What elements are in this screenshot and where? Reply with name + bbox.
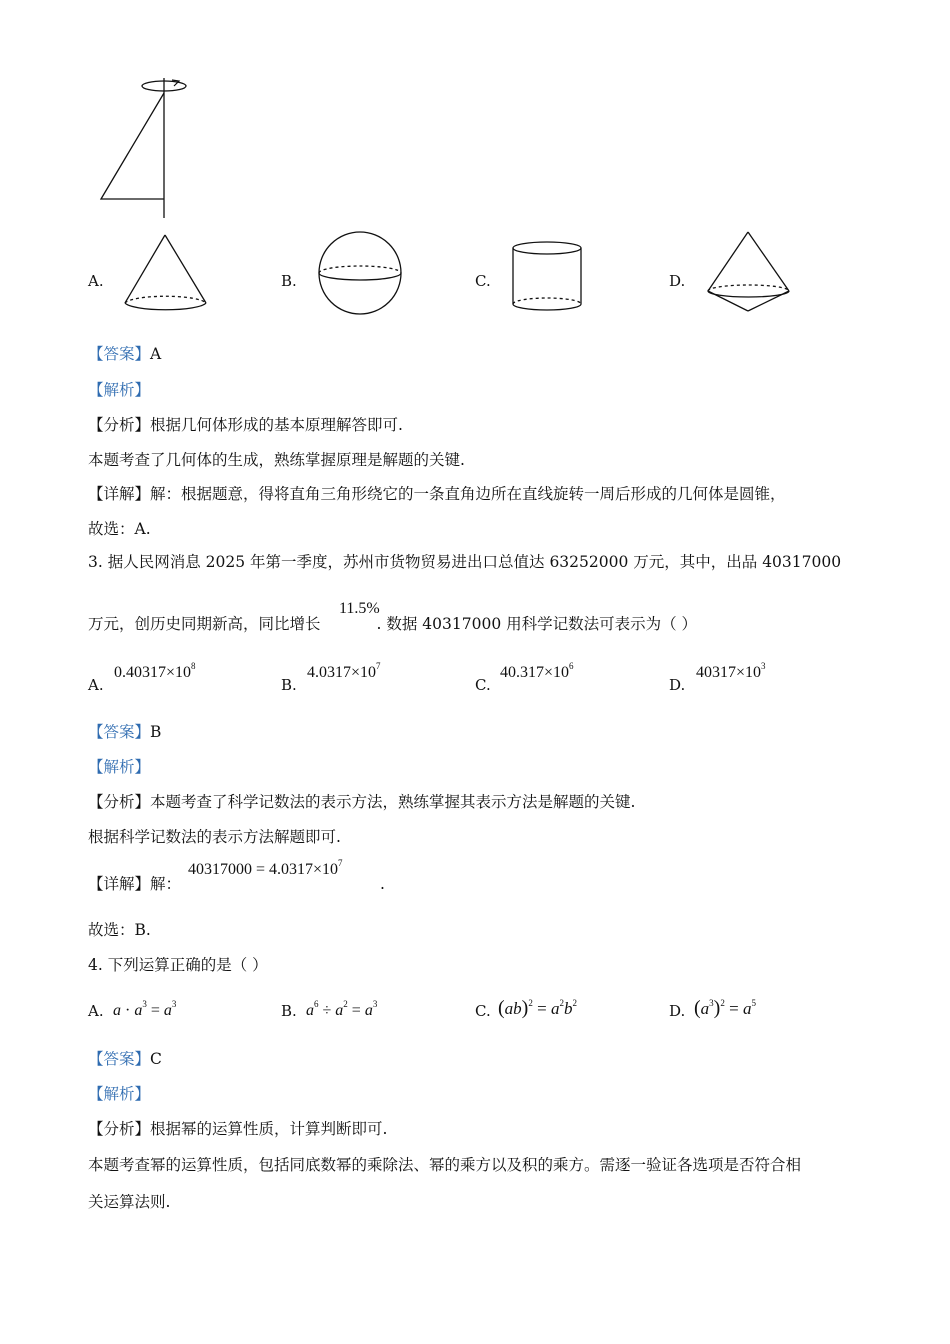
q2-jiexi-heading: 【解析】 bbox=[88, 381, 151, 399]
q4-fenxi: 【分析】根据幂的运算性质，计算判断即可. bbox=[88, 1120, 388, 1138]
q4-note-line1: 本题考查幂的运算性质，包括同底数幂的乘除法、幂的乘方以及积的乘方。需逐一验证各选项是否符合相 bbox=[88, 1156, 802, 1174]
q4-option-d-label: D. bbox=[669, 1002, 686, 1020]
q4-note-line2: 关运算法则. bbox=[88, 1193, 171, 1211]
q3-stem-line2: 万元，创历史同期新高，同比增长 . 数据 40317000 用科学记数法可表示为（ ） bbox=[88, 615, 698, 633]
q3-option-b-value: $4.0317\times 10^7$ bbox=[307, 661, 381, 681]
option-c-cylinder-icon bbox=[513, 242, 581, 310]
q2-answer: 【答案】A bbox=[88, 345, 162, 363]
q3-stem-line1: 3. 据人民网消息 2025 年第一季度，苏州市货物贸易进出口总值达 63252000 万元，其中，出品 40317000 bbox=[88, 553, 842, 571]
q2-option-a-label: A. bbox=[88, 272, 104, 290]
option-a-cone-icon bbox=[125, 235, 206, 310]
q3-guxuan: 故选：B. bbox=[88, 921, 151, 939]
q2-note: 本题考查了几何体的生成，熟练掌握原理是解题的关键. bbox=[88, 451, 465, 469]
q3-option-d-value: $40317\times 10^3$ bbox=[696, 661, 766, 681]
q3-percent: 11.5% bbox=[339, 600, 380, 617]
q2-fenxi: 【分析】根据几何体形成的基本原理解答即可. bbox=[88, 416, 403, 434]
q3-xiangjie-period: . bbox=[380, 875, 385, 893]
q2-option-d-label: D. bbox=[669, 272, 686, 290]
q2-xiangjie: 【详解】解：根据题意，得将直角三角形绕它的一条直角边所在直线旋转一周后形成的几何体是圆锥， bbox=[88, 485, 786, 503]
q3-fenxi: 【分析】本题考查了科学记数法的表示方法，熟练掌握其表示方法是解题的关键. bbox=[88, 793, 636, 811]
q4-option-c-label: C. bbox=[475, 1002, 491, 1020]
q4-jiexi-heading: 【解析】 bbox=[88, 1085, 151, 1103]
q4-option-a-label: A. bbox=[88, 1002, 104, 1020]
q4-option-a-expr: $a \cdot a^3 = a^3$ bbox=[113, 999, 177, 1019]
option-d-double-cone-icon bbox=[708, 232, 789, 311]
q4-answer: 【答案】C bbox=[88, 1050, 162, 1068]
q4-option-d-expr: $(a^3)^2 = a^5$ bbox=[694, 997, 756, 1019]
q3-jiexi-heading: 【解析】 bbox=[88, 758, 151, 776]
q4-stem: 4. 下列运算正确的是（ ） bbox=[88, 956, 268, 974]
q3-option-c-label: C. bbox=[475, 676, 491, 694]
q3-option-a-label: A. bbox=[88, 676, 104, 694]
q2-guxuan: 故选：A. bbox=[88, 520, 151, 538]
option-b-sphere-icon bbox=[319, 232, 401, 314]
q3-option-d-label: D. bbox=[669, 676, 686, 694]
q3-option-a-value: $0.40317\times 10^8$ bbox=[114, 661, 196, 681]
q2-option-c-label: C. bbox=[475, 272, 491, 290]
q3-option-b-label: B. bbox=[281, 676, 297, 694]
q3-option-c-value: $40.317\times 10^6$ bbox=[500, 661, 574, 681]
q4-option-c-expr: $(ab)^2 = a^2b^2$ bbox=[498, 997, 577, 1019]
q2-option-b-label: B. bbox=[281, 272, 297, 290]
q3-xiangjie: 【详解】解： bbox=[88, 875, 182, 893]
q4-option-b-label: B. bbox=[281, 1002, 297, 1020]
q3-answer: 【答案】B bbox=[88, 723, 162, 741]
q4-option-b-expr: $a^6 \div a^2 = a^3$ bbox=[306, 999, 378, 1019]
q3-note: 根据科学记数法的表示方法解题即可. bbox=[88, 828, 341, 846]
q3-xiangjie-math: $40317000 = 4.0317\times 10^7$ bbox=[188, 858, 343, 878]
